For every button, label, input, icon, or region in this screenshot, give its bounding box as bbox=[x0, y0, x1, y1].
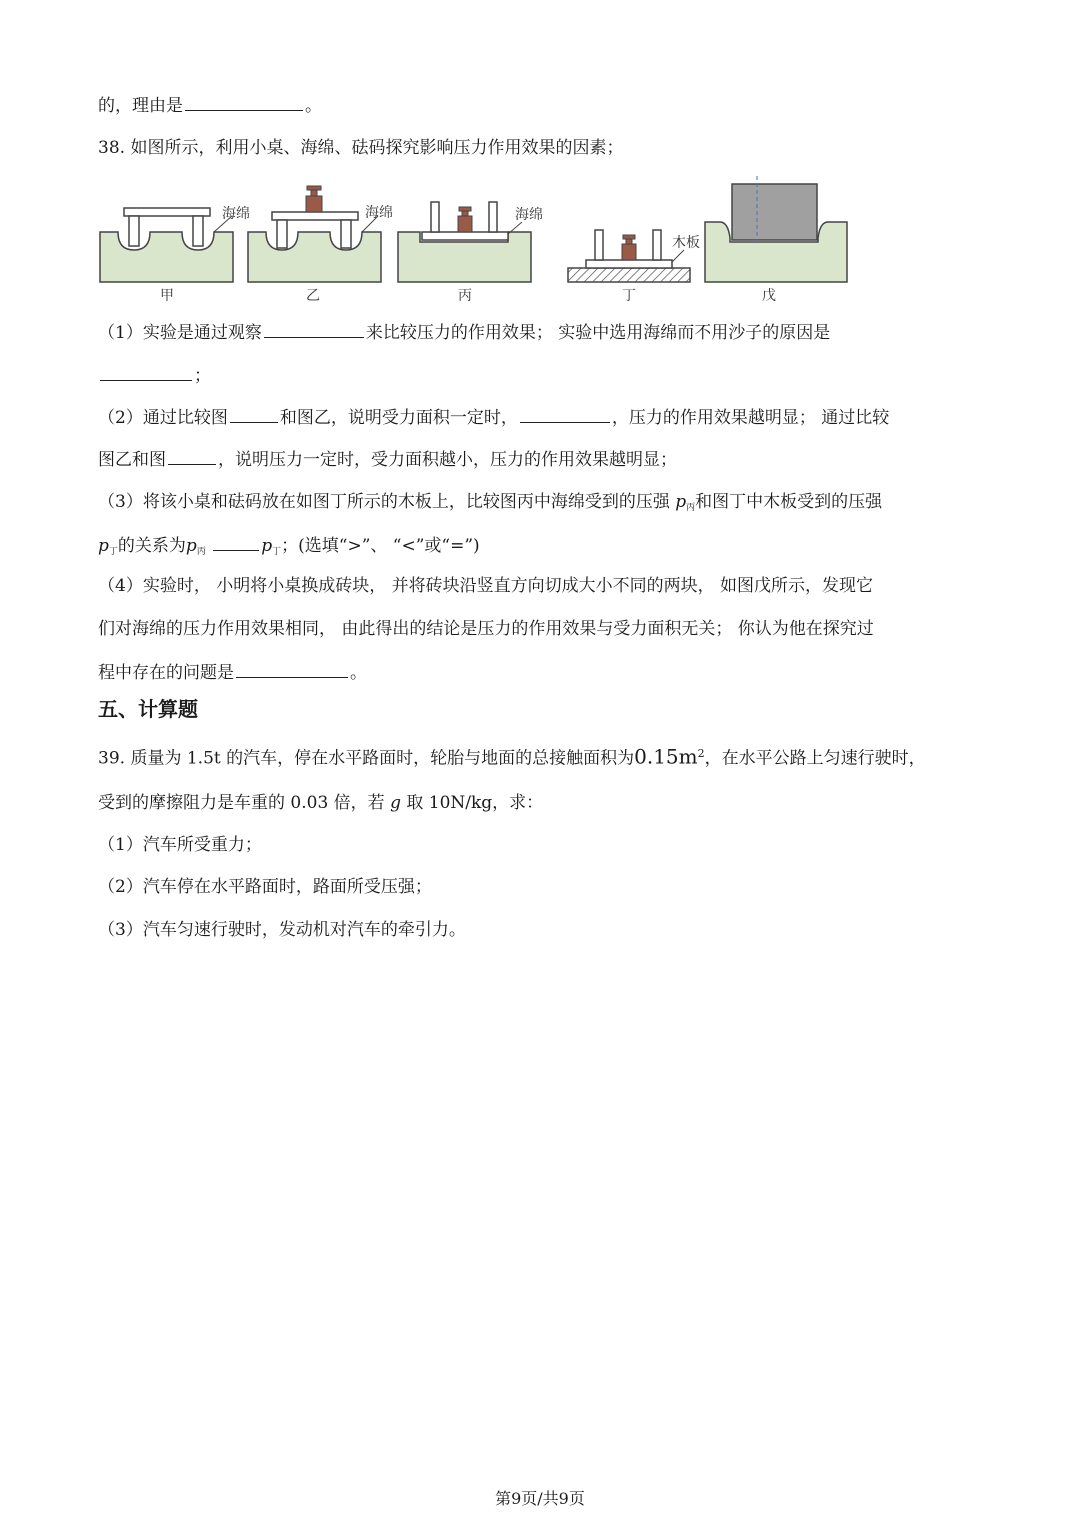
answer-blank[interactable] bbox=[264, 319, 364, 338]
figure-label-wu: 戊 bbox=[762, 288, 776, 304]
question-38-title: 38. 如图所示，利用小桌、海绵、砝码探究影响压力作用效果的因素； bbox=[98, 138, 624, 158]
prev-answer-line: 的，理由是 。 bbox=[98, 92, 322, 118]
figure-label-ding: 丁 bbox=[622, 288, 636, 304]
question-39-line-b: 受到的摩擦阻力是车重的 0.03 倍，若 g 取 10N/kg，求： bbox=[98, 793, 544, 813]
part-3-line-a: （3）将该小桌和砝码放在如图丁所示的木板上，比较图丙中海绵受到的压强 $p_丙$和图丁中木板受到的压强 bbox=[98, 492, 883, 513]
question-39-part-2: （2）汽车停在水平路面时，路面所受压强； bbox=[98, 877, 432, 897]
figure-jia bbox=[100, 206, 250, 304]
part-4-line-b: 们对海绵的压力作用效果相同， 由此得出的结论是压力的作用效果与受力面积无关； 你认为他在探究过 bbox=[98, 619, 874, 639]
answer-blank[interactable] bbox=[168, 446, 216, 465]
answer-blank[interactable] bbox=[236, 659, 348, 678]
experiment-figure bbox=[0, 0, 1080, 310]
part-2-line-a: （2）通过比较图 和图乙，说明受力面积一定时， ，压力的作用效果越明显； 通过比较 bbox=[98, 404, 889, 430]
part-3-line-b: $p_丁$的关系为$p_丙$ $p_丁$；(选填“>”、 “<”或“=”) bbox=[98, 532, 480, 564]
section-heading: 五、计算题 bbox=[98, 697, 198, 721]
sponge-label: 海绵 bbox=[365, 205, 393, 221]
page-footer: 第9页/共9页 bbox=[495, 1489, 585, 1508]
part-4-line-c: 程中存在的问题是 。 bbox=[98, 659, 367, 685]
figure-bing bbox=[398, 202, 543, 304]
answer-blank[interactable] bbox=[100, 362, 192, 381]
figure-ding bbox=[568, 230, 700, 304]
question-39-part-1: （1）汽车所受重力； bbox=[98, 835, 262, 855]
board-label: 木板 bbox=[672, 235, 700, 251]
figure-label-bing: 丙 bbox=[458, 288, 472, 304]
answer-blank[interactable] bbox=[520, 404, 610, 423]
figure-label-jia: 甲 bbox=[160, 288, 174, 304]
question-39-line-a: 39. 质量为 1.5t 的汽车，停在水平路面时，轮胎与地面的总接触面积为$0.15m^2$，在水平公路上匀速行驶时， bbox=[98, 744, 926, 769]
figure-yi bbox=[248, 186, 393, 304]
question-39-part-3: （3）汽车匀速行驶时，发动机对汽车的牵引力。 bbox=[98, 920, 466, 940]
answer-blank[interactable] bbox=[213, 532, 259, 551]
sponge-label: 海绵 bbox=[515, 207, 543, 223]
figure-wu bbox=[705, 176, 847, 304]
part-4-line-a: （4）实验时， 小明将小桌换成砖块， 并将砖块沿竖直方向切成大小不同的两块， 如图戊所示，发现它 bbox=[98, 576, 874, 596]
figure-label-yi: 乙 bbox=[306, 288, 320, 304]
sponge-label: 海绵 bbox=[222, 206, 250, 222]
answer-blank[interactable] bbox=[230, 404, 278, 423]
part-1-line-a: （1）实验是通过观察 来比较压力的作用效果； 实验中选用海绵而不用沙子的原因是 bbox=[98, 319, 830, 345]
part-2-line-b: 图乙和图 ，说明压力一定时，受力面积越小，压力的作用效果越明显； bbox=[98, 446, 677, 472]
part-1-line-b: ； bbox=[98, 362, 211, 388]
